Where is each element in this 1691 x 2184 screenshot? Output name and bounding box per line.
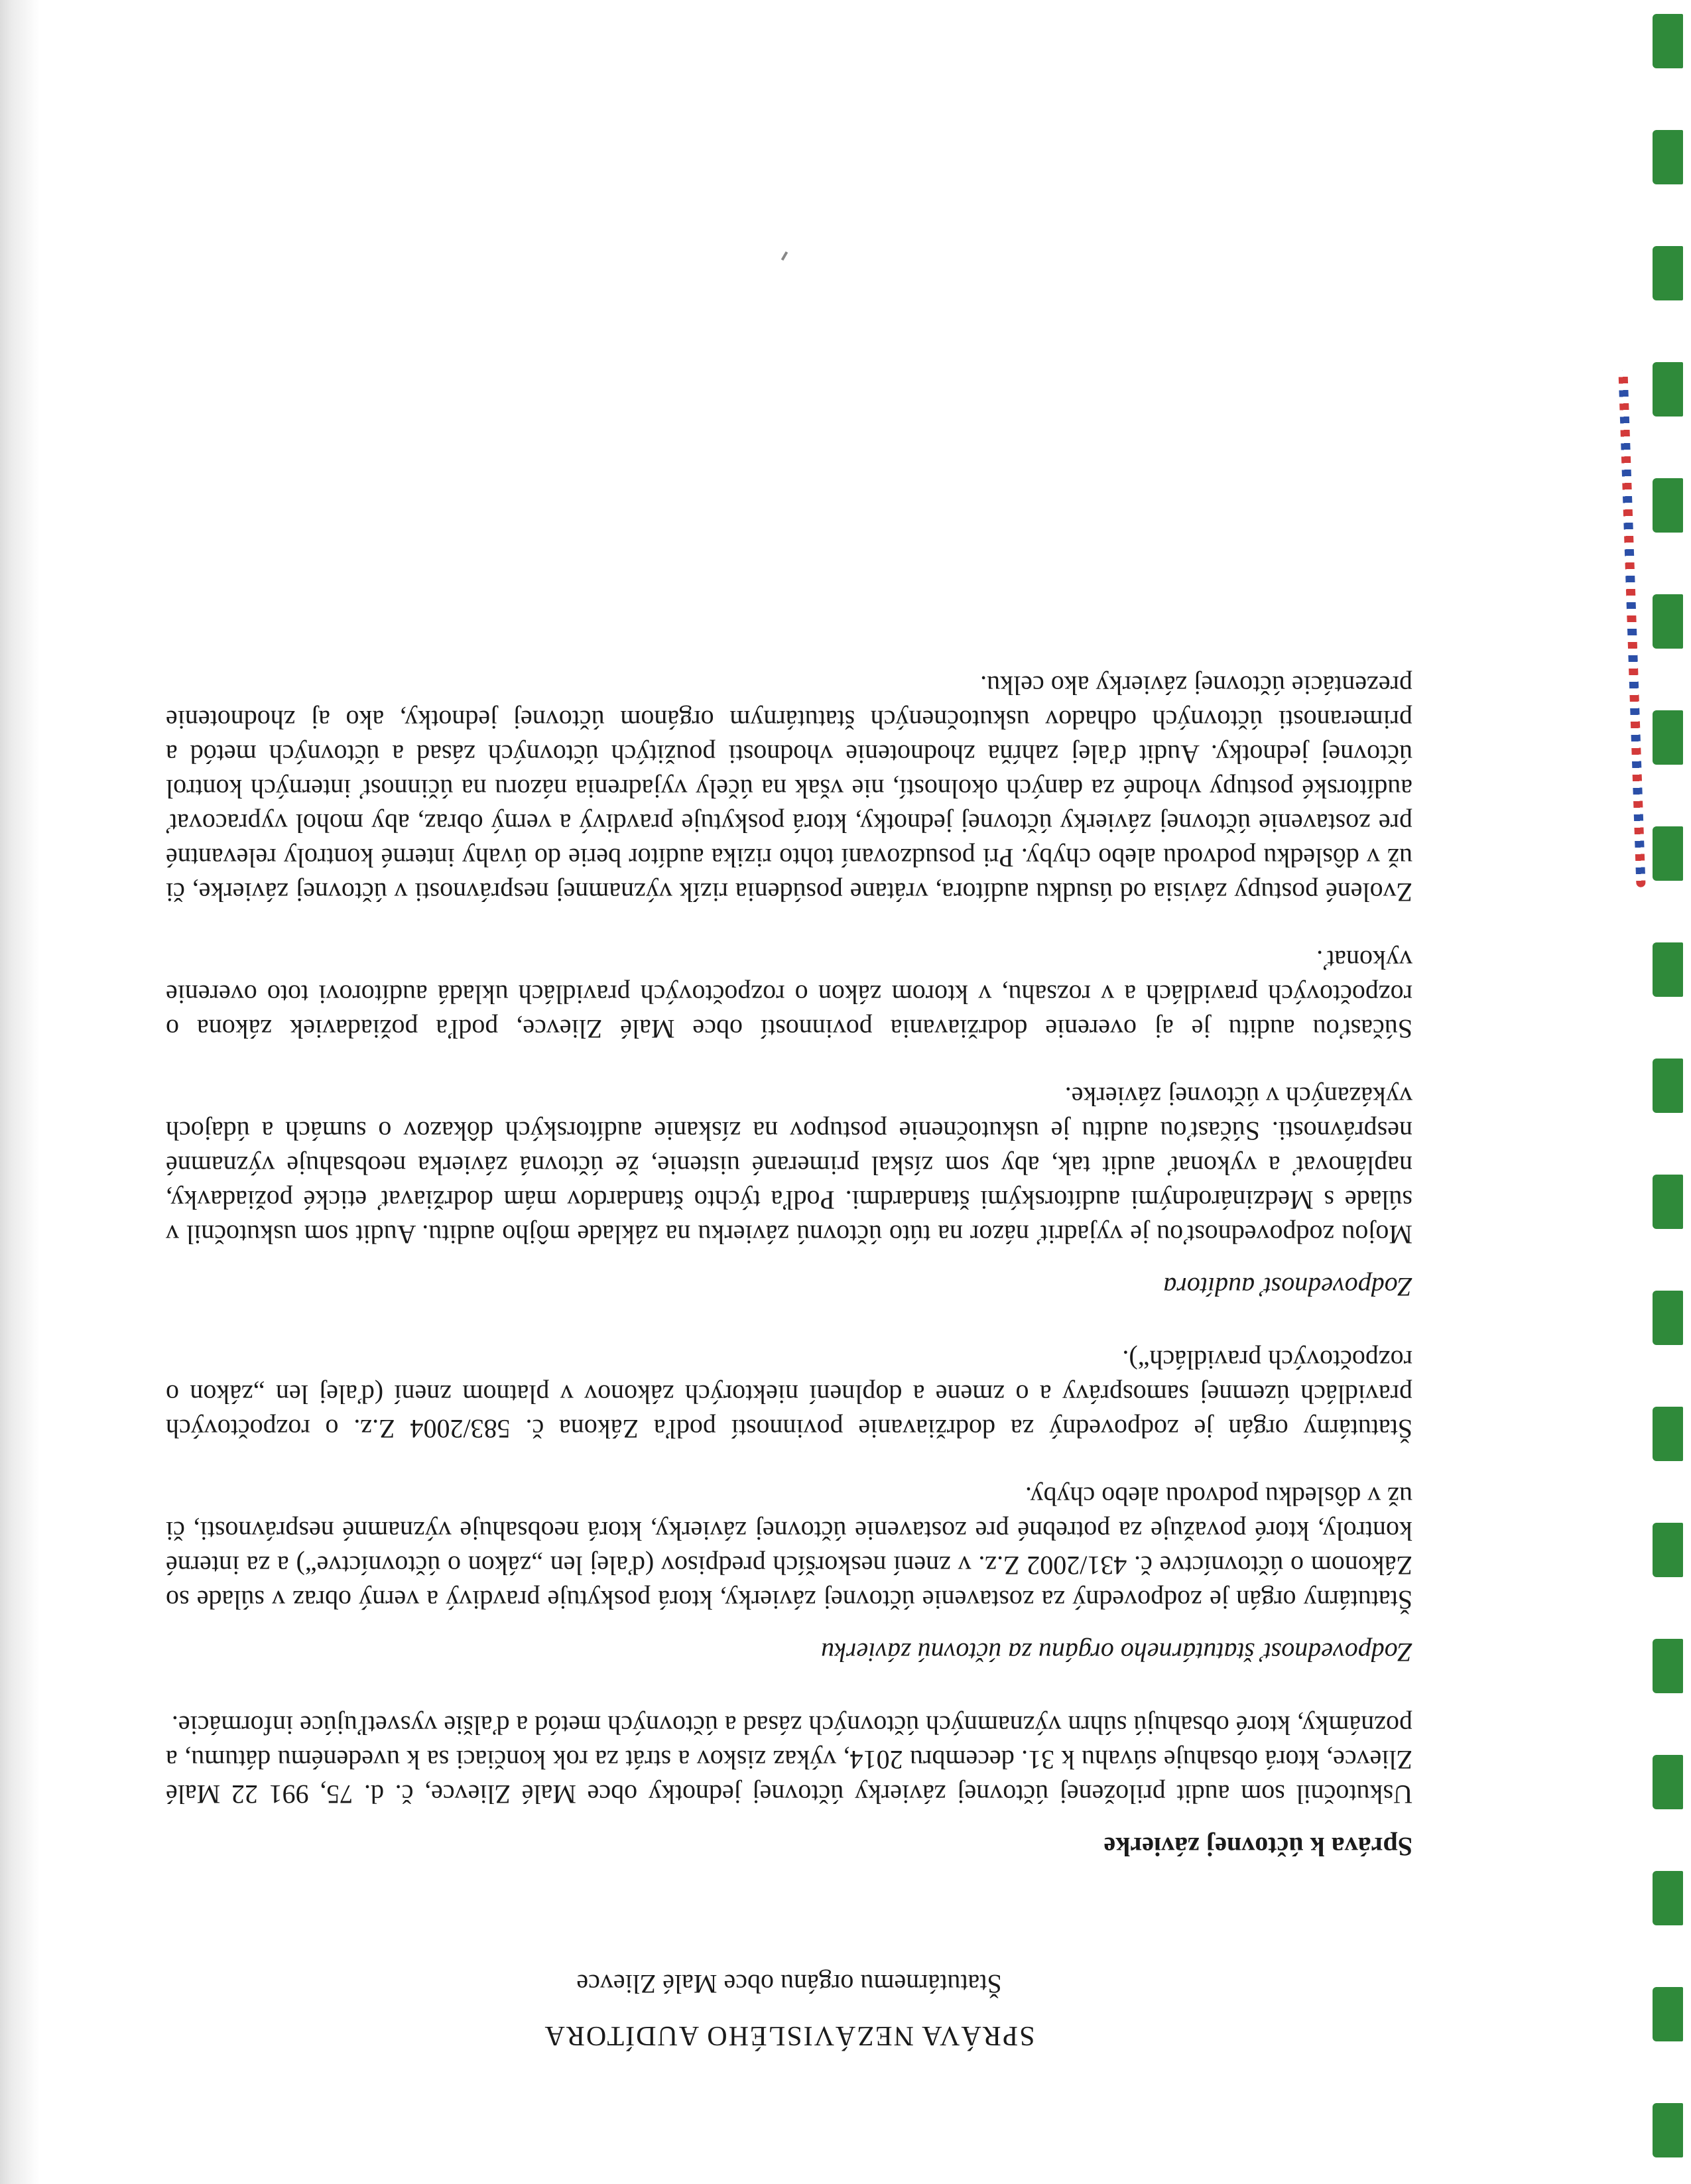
statutory-paragraph: Štatutárny orgán je zodpovedný za dodržiavanie povinností podľa Zákona č. 583/2004 Z.z. o rozpočtových pravidlách územnej samosprávy a o zmene a doplnení niektorých zákonov v platnom znení (ďalej len „zákon o rozpočtových pravidlách“). (166, 1345, 1412, 1444)
auditor-responsibility-heading: Zodpovednosť audítora (1163, 1272, 1412, 1302)
binding-tab (1653, 130, 1683, 184)
binding-tab (1653, 1639, 1683, 1693)
intro-paragraph: Uskutočnil som audit priloženej účtovnej závierky účtovnej jednotky obce Malé Zlievce, č. d. 75, 991 22 Malé Zlievce, ktorá obsahuje súvahu k 31. decembru 2014, výkaz ziskov a strát za rok končiaci sa k uvedenému dátumu, a poznámky, ktoré obsahujú súhrn významných účtovných zásad a účtovných metód a ďalšie vysvetľujúce informácie. (166, 1710, 1412, 1809)
auditor-paragraph: Zvolené postupy závisia od úsudku audítora, vrátane posúdenia rizík významnej nesprávnosti v účtovnej závierke, či už v dôsledku podvodu alebo chyby. Pri posudzovaní tohto rizika audítor berie do úvahy interné kontroly relevantné pre zostavenie účtovnej závierky účtovnej jednotky, ktorá poskytuje pravdivý a verný obraz, aby mohol vypracovať audítorské postupy vhodné za daných okolností, nie však na účely vyjadrenia názoru na účinnosť interných kontrol účtovnej jednotky. Audit ďalej zahŕňa zhodnotenie vhodnosti použitých účtovných zásad a účtovných metód a primeranosti účtovných odhadov uskutočnených štatutárnym orgánom účtovnej jednotky, ako aj zhodnotenie prezentácie účtovnej závierky ako celku. (166, 671, 1412, 907)
binding-tab (1653, 246, 1683, 300)
binding-tab (1653, 942, 1683, 997)
comb-binding (1618, 0, 1691, 2184)
binding-tab (1653, 1755, 1683, 1809)
binding-tab (1653, 1291, 1683, 1345)
binding-tab (1653, 14, 1683, 68)
binding-tab (1653, 710, 1683, 765)
binding-tab (1653, 1059, 1683, 1113)
report-addressee: Štatutárnemu orgánu obce Malé Zlievce (576, 1969, 1002, 1999)
binding-tab (1653, 1871, 1683, 1925)
report-title: SPRÁVA NEZÁVISLÉHO AUDÍTORA (543, 2020, 1035, 2051)
tricolor-cord (1618, 370, 1645, 887)
binding-tab (1653, 1407, 1683, 1461)
binding-tab (1653, 826, 1683, 881)
page-edge-shadow (0, 0, 40, 2184)
scan-speck (781, 251, 788, 261)
binding-tab (1653, 478, 1683, 533)
section-heading: Správa k účtovnej závierke (1103, 1832, 1412, 1862)
auditor-paragraph: Súčasťou auditu je aj overenie dodržiavania povinností obce Malé Zlievce, podľa požiadaviek zákona o rozpočtových pravidlách a v rozsahu, v ktorom zákon o rozpočtových pravidlách ukladá audítorovi toto overenie vykonať. (166, 945, 1412, 1044)
binding-tab (1653, 2103, 1683, 2157)
auditor-paragraph: Mojou zodpovednosťou je vyjadriť názor na túto účtovnú závierku na základe môjho auditu. Audit som uskutočnil v súlade s Medzinárodnými audítorskými štandardmi. Podľa týchto štandardov mám dodržiavať etické požiadavky, naplánovať a vykonať audit tak, aby som získal primerané uistenie, že účtovná závierka neobsahuje významné nesprávnosti. Súčasťou auditu je uskutočnenie postupov na získanie audítorských dôkazov o sumách a údajoch vykázaných v účtovnej závierke. (166, 1082, 1412, 1250)
statutory-responsibility-heading: Zodpovednosť štatutárneho orgánu za účtovnú závierku (821, 1638, 1412, 1667)
binding-tab (1653, 1987, 1683, 2041)
binding-tab (1653, 594, 1683, 649)
report-body (166, 635, 1412, 2051)
statutory-paragraph: Štatutárny orgán je zodpovedný za zostavenie účtovnej závierky, ktorá poskytuje pravdivý a verný obraz v súlade so Zákonom o účtovníctve č. 431/2002 Z.z. v znení neskorších predpisov (ďalej len „zákon o účtovníctve“) a za interné kontroly, ktoré považuje za potrebné pre zostavenie účtovnej závierky, ktorá neobsahuje významné nesprávnosti, či už v dôsledku podvodu alebo chyby. (166, 1482, 1412, 1615)
binding-tab (1653, 1175, 1683, 1229)
binding-tab (1653, 1523, 1683, 1577)
binding-tab (1653, 362, 1683, 417)
